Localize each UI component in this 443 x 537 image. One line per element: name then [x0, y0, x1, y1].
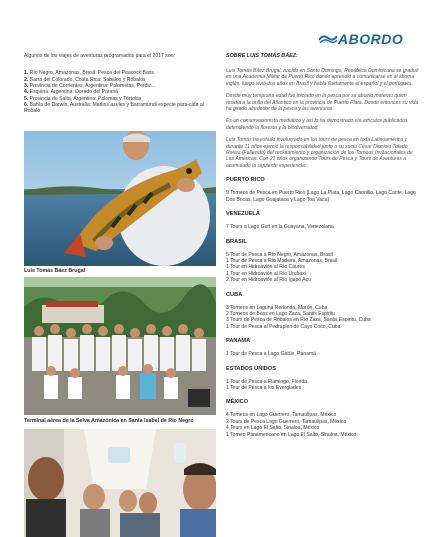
section-title: VENEZUELA [226, 211, 260, 218]
list-item: 1 Tour de Pesca a Río Madeira, Amazonas, Brasil [226, 257, 338, 264]
list-item: 5 Tour de Pesca a Río Negro, Amazonas, Brasil [226, 251, 333, 258]
about-heading: SOBRE LUIS TOMÁS BÁEZ: [226, 53, 298, 59]
caption-angler: Luis Tomás Báez Brugal [24, 268, 86, 274]
section-estados-unidos [226, 366, 422, 392]
list-item: 1 Tour de Pesca a Lago Gatún, Panamá [226, 351, 316, 358]
list-item: 1 Tour en Hidroavión al Río Urubaxi [226, 270, 306, 277]
list-item: 2 Tour en Hidroavión al Río Igapó Açu [226, 277, 311, 284]
trip-list [24, 70, 216, 114]
section-title: CUBA [226, 291, 243, 298]
list-item: 9 Torneos de Pesca en Puerto Rico [Lago La Plata, Lago Caonillo, Lago Carite, Lago Dos Bocas, Lago Guajataca y Lago Toa Vaca] [226, 190, 416, 203]
section-cuba [226, 292, 422, 331]
list-text: Río Negro, Amazonas, Brasil: Pesca del Peacock Bass [28, 70, 154, 77]
bio-paragraph: Desde muy temprana edad fue iniciado en la pesca por su abuelo materno quien residía a la orilla del Atlántico en la provincia de Puerto Plata. Desde entonces su vida ha girado alrededor de la pesca y las aventuras. [226, 93, 419, 113]
list-number: 5. [24, 95, 29, 102]
list-item: 1 Tour de Pesca a los Everglades [226, 384, 302, 391]
list-number: 2. [24, 76, 29, 83]
section-mexico [226, 399, 422, 438]
list-item: 1 Torneo Panamericano en Lago El Salto, Sinaloa, México [226, 431, 357, 438]
list-item: 7 Tours a Lago Guri en la Guayana, Venezolana [226, 224, 334, 231]
caption-airport: Terminal aérea de la Selva Amazónica en Santa Isabel de Río Negro [24, 418, 194, 424]
abordo-logo [319, 31, 419, 47]
list-number: 6. [24, 102, 29, 109]
wave-logo-icon [319, 33, 337, 43]
list-item: 2 Tours de Pesca Lago Guerrero, Tamaulipas, México [226, 418, 347, 425]
photo-group-airport [24, 277, 216, 415]
list-number: 4. [24, 89, 29, 96]
photo-angler-with-fish [24, 131, 216, 266]
section-title: PANAMA [226, 338, 251, 345]
list-item: 4 Tours en Lago El Salto, Sinaloa, México [226, 425, 320, 432]
list-text: Bahía de Darwin, Australia: Marlins azules y Barramundi especie para-cida al Robalo [24, 102, 204, 115]
section-brasil [226, 239, 422, 284]
list-item: 2 Torneos de Bass en Lago Zaza, Santis Espiritu [226, 310, 336, 317]
bio-paragraph: Es un conservacionista mediático y así lo ha demostrado vía artículos publicados defendiendo la floresta y la biodiversidad. [226, 118, 408, 131]
photo-inside-aircraft [24, 429, 216, 537]
list-item: 3 Torneos en Laguna Redonda, Morón, Cuba [226, 304, 328, 311]
list-number: 1. [24, 70, 29, 77]
list-item: 1 Tour de Pesca al Pedraplen de Cayo Coco, Cuba [226, 323, 341, 330]
bio-text [226, 68, 422, 169]
list-item [24, 102, 216, 115]
bio-paragraph: Luis Tomás ha estado involucrado en los tours de pesca en toda Latinoamérica y durante 11 años ejerció la responsabilidad junto a su socio César Dionisio Toledo Rivera (Fallecido) del reclutamiento y organización de los Torneos Invitacionales de Las Américas. Con 21 años organizando Tours de Pesca y Tours de Aventuras a acumulado la siguiente experiencia: [226, 137, 413, 169]
section-venezuela [226, 211, 422, 230]
left-column [24, 53, 216, 115]
intro-text: Algunos de los viajes de aventuras programados para el 2017 son: [24, 53, 175, 59]
right-column [226, 53, 422, 438]
list-item: 1 Tour de Pesca a Flamingo, Florida [226, 378, 307, 385]
section-panama [226, 338, 422, 357]
section-puerto-rico [226, 177, 422, 203]
list-item: 1 Tour en Hidroavión al Río Caurés [226, 264, 305, 271]
list-text: Barra del Colorado, Costa Rica: Sábalos y Róbalos [28, 76, 146, 83]
section-title: ESTADOS UNIDOS [226, 365, 276, 372]
list-text: Esquina, Argentina: Dorado del Paraná [28, 89, 119, 96]
logo-text: ABORDO [338, 31, 404, 47]
section-title: PUERTO RICO [226, 177, 265, 184]
list-text: Provincia de Salta, Argentina: Palomas y Tórtolas [28, 95, 142, 102]
list-text: Provincia de Corrientes, Argentina: Palometas, Perdiz... [28, 83, 156, 90]
list-item: 4 Torneos en Lago Guerrero, Tamaulipas, México [226, 412, 337, 419]
section-title: BRASIL [226, 238, 247, 245]
bio-paragraph: Luis Tomás Báez Brugal, nacido en Santo Domingo, República Dominicana se graduó en una Academia Militar de Puerto Rico donde aprendió a comunicarse en el idioma inglés, luego vivió dos años en Brasil y habla fluidamente el español y el portugués. [226, 68, 419, 87]
list-item: 3 Tours de Pesca de Róbalos en Río Zaza, Santis Espiritu, Cuba [226, 317, 371, 324]
list-number: 3. [24, 83, 29, 90]
section-title: MÉXICO [226, 399, 249, 406]
